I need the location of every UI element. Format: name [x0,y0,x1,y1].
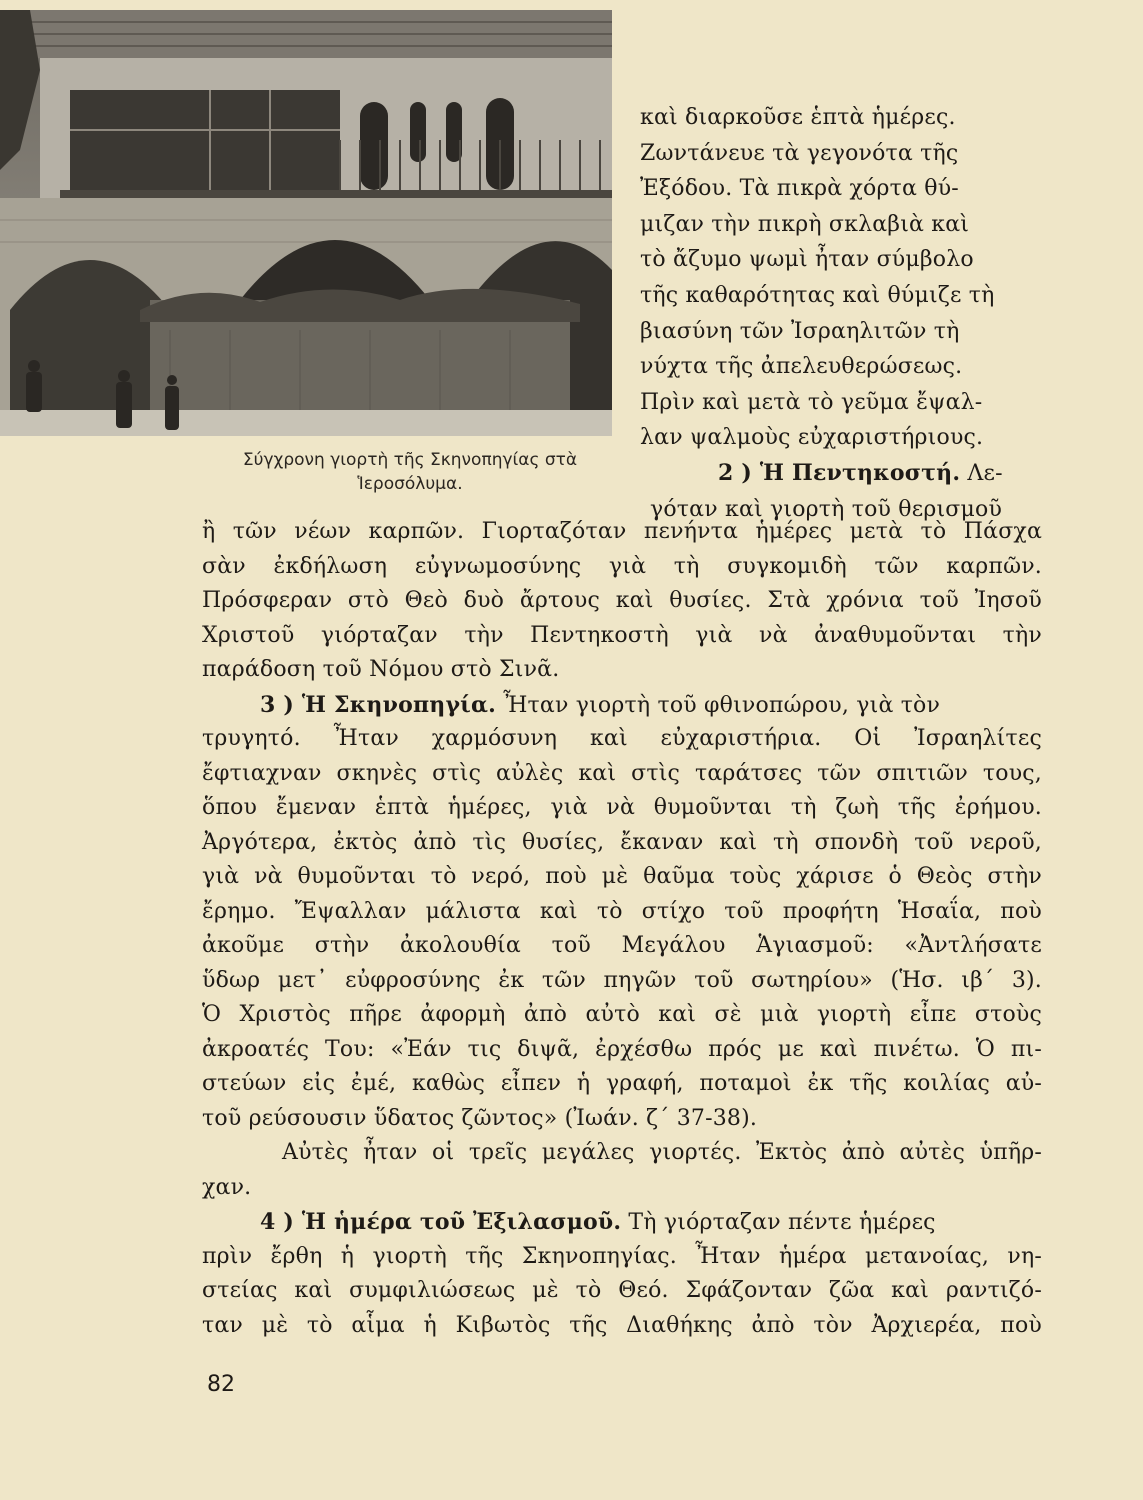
text-line: Ζωντάνευε τὰ γεγονότα τῆς [640,140,959,166]
photograph-drawing [0,10,612,436]
text-line: ἔφτιαχναν σκηνὲς στὶς αὐλὲς καὶ στὶς ταράτσες τῶν σπιτιῶν τους, [202,760,1042,786]
text-line: ταν μὲ τὸ αἷμα ἡ Κιβωτὸς τῆς Διαθήκης ἀπὸ τὸν Ἀρχιερέα, ποὺ [202,1312,1042,1338]
caption-line: Σύγχρονη γιορτὴ τῆς Σκηνοπηγίας στὰ [242,450,578,470]
text-line: Πρόσφεραν στὸ Θεὸ δυὸ ἄρτους καὶ θυσίες. Στὰ χρόνια τοῦ Ἰησοῦ [202,588,1042,613]
section-heading-atonement: 4 ) Ἡ ἡμέρα τοῦ Ἐξιλασμοῦ. [260,1209,622,1235]
text-line: τὸ ἄζυμο ψωμὶ ἦταν σύμβολο [640,247,974,273]
text-line: Ὁ Χριστὸς πῆρε ἀφορμὴ ἀπὸ αὐτὸ καὶ σὲ μιὰ γιορτὴ εἶπε στοὺς [202,1002,1042,1027]
text-line: ἀκοῦμε στὴν ἀκολουθία τοῦ Μεγάλου Ἁγιασμοῦ: «Ἀντλήσατε [202,933,1042,958]
text-line: τοῦ ρεύσουσιν ὕδατος ζῶντος» (Ἰωάν. ζ΄ 37-38). [202,1105,758,1131]
text-line: σὰν ἐκδήλωση εὐγνωμοσύνης γιὰ τὴ συγκομιδὴ τῶν καρπῶν. [202,553,1042,579]
text-line: Ἐξόδου. Τὰ πικρὰ χόρτα θύ- [640,176,959,202]
text-line: καὶ διαρκοῦσε ἑπτὰ ἡμέρες. [640,105,956,130]
section-heading-line [202,688,1042,723]
side-column-text [640,100,1040,527]
text-line: ἀκροατές Του: «Ἐάν τις διψᾶ, ἐρχέσθω πρός με καὶ πινέτω. Ὁ πι- [202,1036,1042,1062]
text-fragment: Ἦταν γιορτὴ τοῦ φθινοπώρου, γιὰ τὸν [496,692,941,718]
text-line: στείας καὶ συμφιλιώσεως μὲ τὸ Θεό. Σφάζονταν ζῶα καὶ ραντιζό- [202,1278,1042,1303]
text-line: Ἀργότερα, ἐκτὸς ἀπὸ τὶς θυσίες, ἔκαναν καὶ τὴ σπονδὴ τοῦ νεροῦ, [202,829,1042,855]
section-heading-tabernacles: 3 ) Ἡ Σκηνοπηγία. [260,691,497,718]
text-line: Αὐτὲς ἦταν οἱ τρεῖς μεγάλες γιορτές. Ἐκτὸς ἀπὸ αὐτὲς ὑπῆρ- [282,1140,1042,1165]
text-line: χαν. [202,1174,252,1200]
text-line: ἢ τῶν νέων καρπῶν. Γιορταζόταν πενήντα ἡμέρες μετὰ τὸ Πάσχα [202,519,1042,544]
text-line: γιὰ νὰ θυμοῦνται τὸ νερό, ποὺ μὲ θαῦμα τοὺς χάρισε ὁ Θεὸς στὴν [202,864,1042,889]
caption-line: Ἱεροσόλυμα. [357,474,463,494]
text-line: ἔρημο. Ἔψαλλαν μάλιστα καὶ τὸ στίχο τοῦ προφήτη Ἡσαΐα, ποὺ [202,898,1042,924]
text-line: μιζαν τὴν πικρὴ σκλαβιὰ καὶ [640,211,970,237]
festival-photograph [0,10,612,436]
text-line: στεύων εἰς ἐμέ, καθὼς εἶπεν ἡ γραφή, ποταμοὶ ἐκ τῆς κοιλίας αὐ- [202,1071,1042,1096]
page-number: 82 [207,1372,235,1397]
text-line: νύχτα τῆς ἀπελευθερώσεως. [640,354,963,380]
photo-caption [190,448,630,496]
text-line: λαν ψαλμοὺς εὐχαριστήριους. [640,425,984,451]
main-text [202,515,1042,1343]
text-line: γόταν καὶ γιορτὴ τοῦ θερισμοῦ [650,496,1003,522]
text-line: Πρὶν καὶ μετὰ τὸ γεῦμα ἔψαλ- [640,389,983,415]
text-line: τῆς καθαρότητας καὶ θύμιζε τὴ [640,282,995,308]
text-fragment: Λε- [960,460,1003,486]
text-fragment: Τὴ γιόρταζαν πέντε ἡμέρες [621,1210,936,1235]
text-line: ὅπου ἔμεναν ἑπτὰ ἡμέρες, γιὰ νὰ θυμοῦνται τὴ ζωὴ τῆς ἐρήμου. [202,795,1042,820]
section-heading-line [640,456,1040,492]
section-heading-line [202,1205,1042,1240]
text-line: παράδοση τοῦ Νόμου στὸ Σινᾶ. [202,657,560,682]
text-line: βιασύνη τῶν Ἰσραηλιτῶν τὴ [640,318,960,344]
text-line: πρὶν ἔρθη ἡ γιορτὴ τῆς Σκηνοπηγίας. Ἦταν ἡμέρα μετανοίας, νη- [202,1243,1042,1269]
text-line: ὕδωρ μετ᾽ εὐφροσύνης ἐκ τῶν πηγῶν τοῦ σωτηρίου» (Ἡσ. ιβ΄ 3). [202,967,1042,993]
section-heading-pentecost: 2 ) Ἡ Πεντηκοστή. [718,459,961,486]
text-line: τρυγητό. Ἦταν χαρμόσυνη καὶ εὐχαριστήρια. Οἱ Ἰσραηλίτες [202,726,1042,751]
text-line: Χριστοῦ γιόρταζαν τὴν Πεντηκοστὴ γιὰ νὰ ἀναθυμοῦνται τὴν [202,622,1042,648]
